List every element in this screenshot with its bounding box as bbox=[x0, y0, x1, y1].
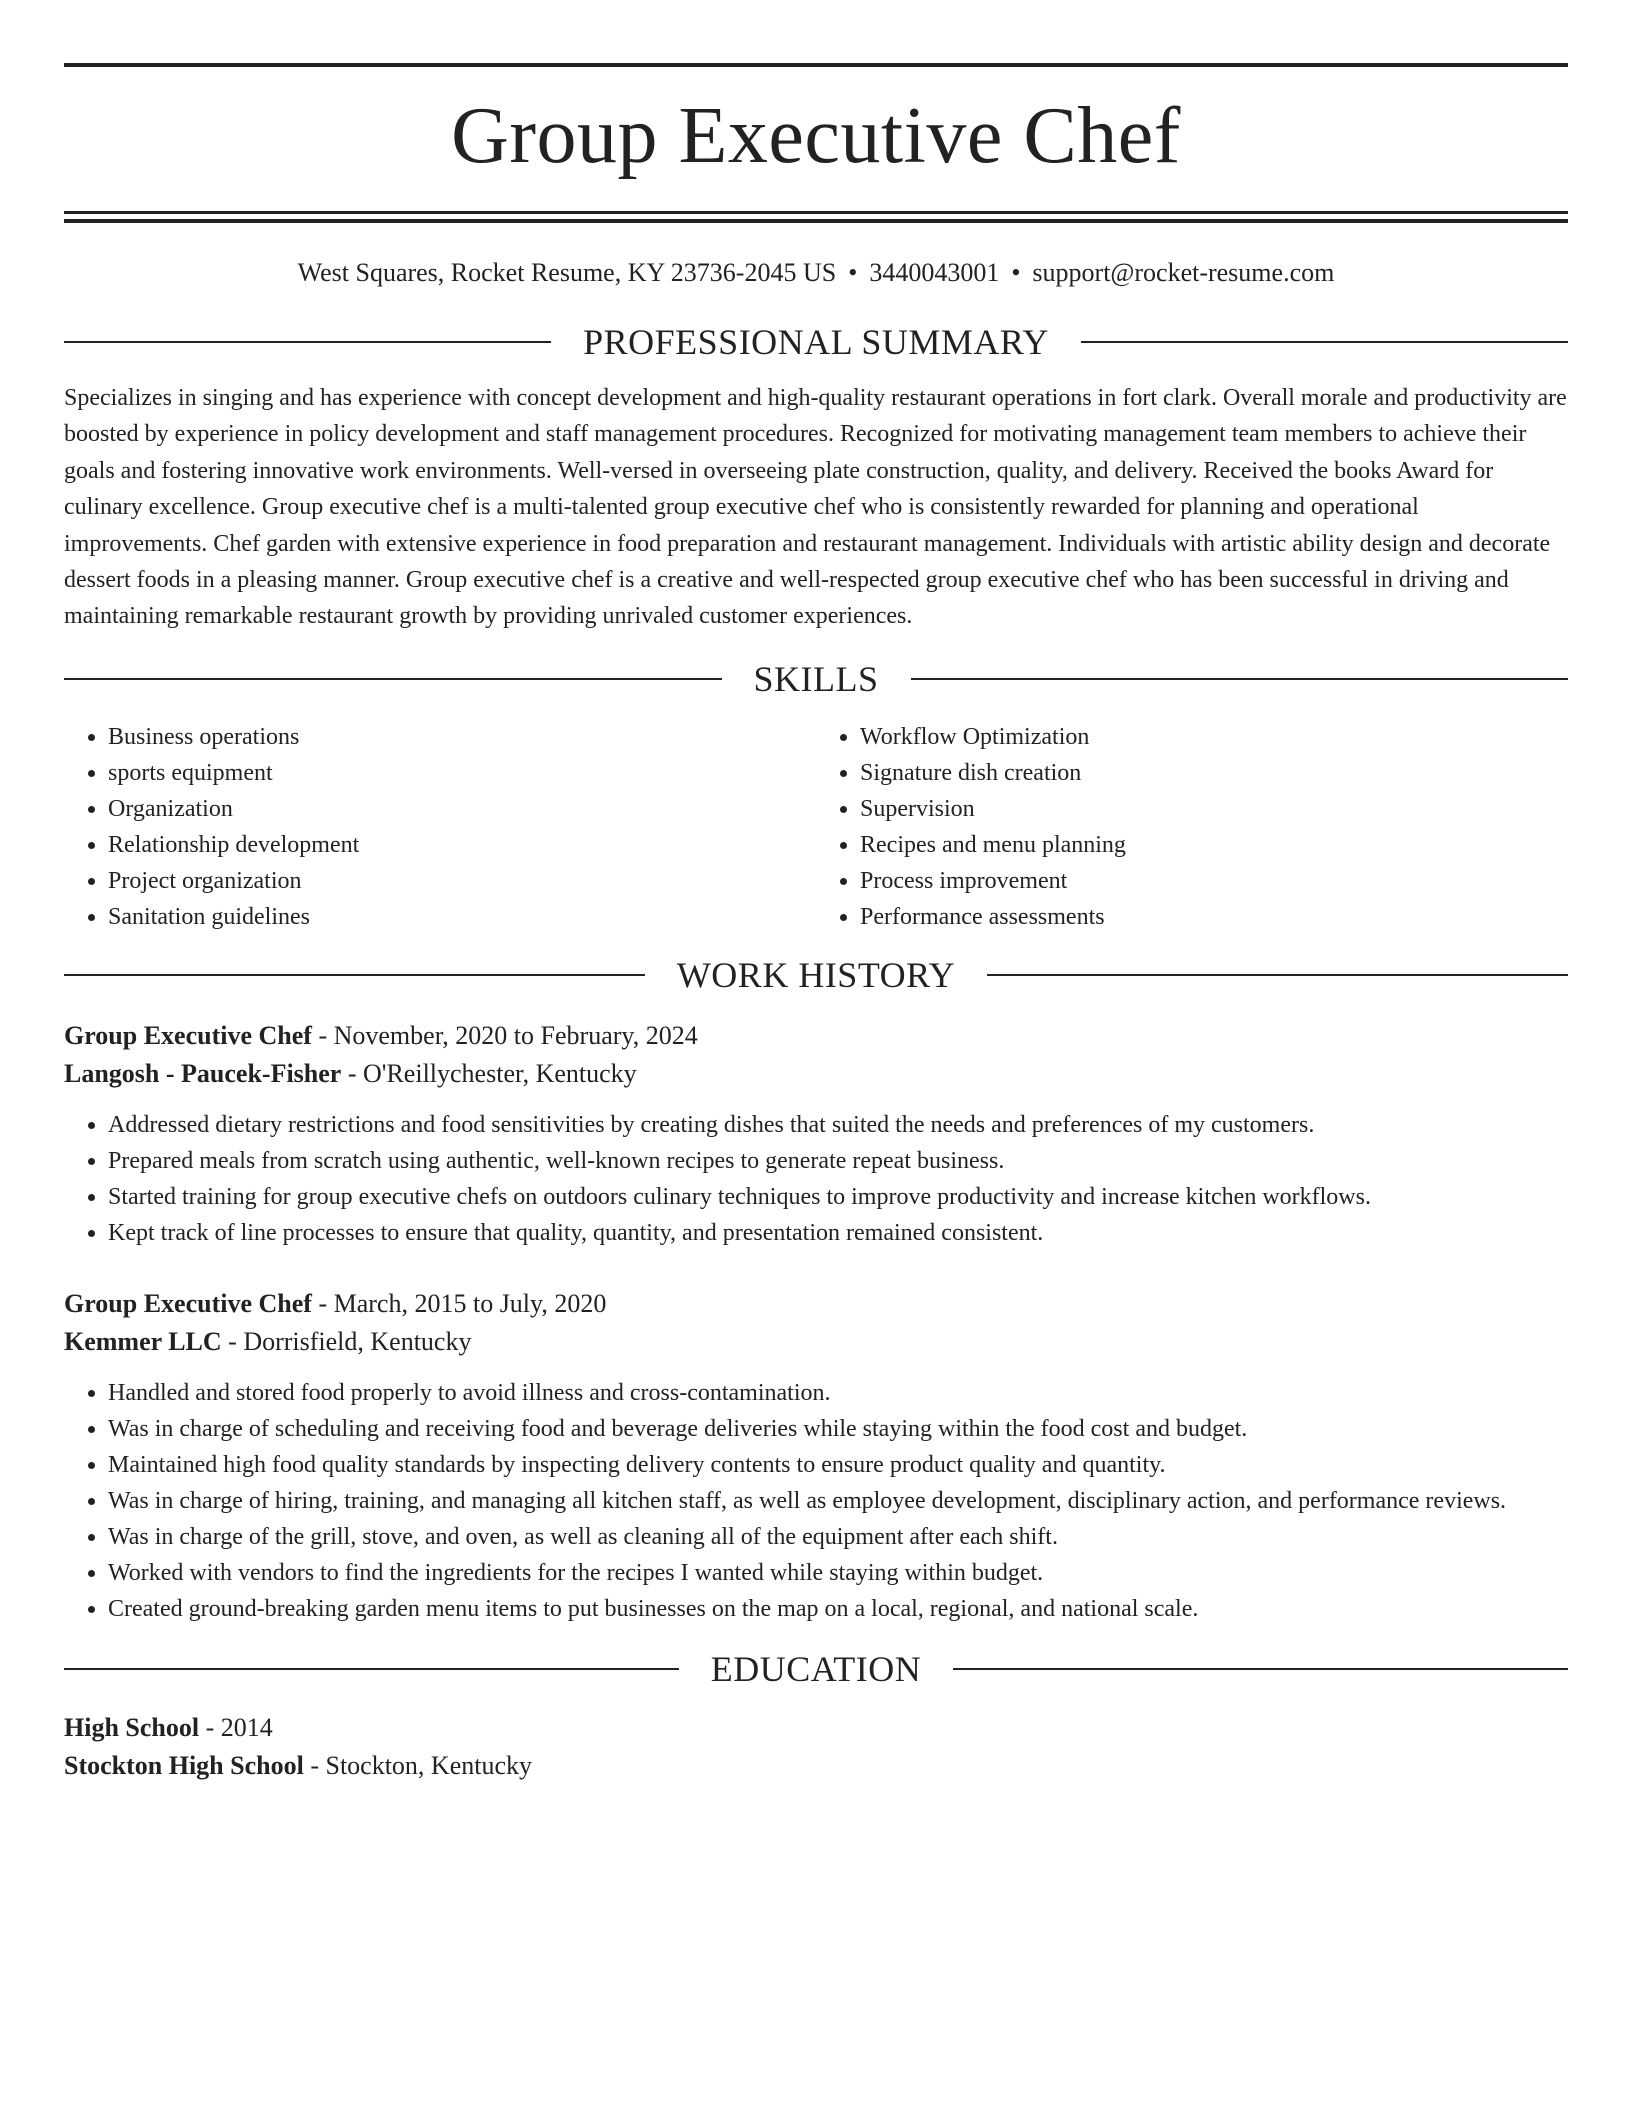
contact-phone: 3440043001 bbox=[869, 258, 1000, 287]
job-dates: - March, 2015 to July, 2020 bbox=[311, 1288, 607, 1318]
section-divider bbox=[911, 678, 1569, 680]
job-bullet: • Was in charge of hiring, training, and managing all kitchen staff, as well as employee development, disciplinary action, and performance reviews. bbox=[108, 1483, 1568, 1519]
summary-section-header bbox=[64, 320, 1568, 364]
contact-separator: • bbox=[1011, 258, 1021, 287]
summary-text: Specializes in singing and has experience with concept development and high-quality restaurant operations in fort clark. Overall morale and productivity are boosted by experience in policy development and staff management procedures. Recognized for motivating management team members to achieve their goals and fostering innovative work environments. Well-versed in overseeing plate construction, quality, and delivery. Received the books Award for culinary excellence. Group executive chef is a multi-talented group executive chef who is consistently rewarded for planning and operational improvements. Chef garden with extensive experience in food preparation and restaurant management. Individuals with artistic ability design and decorate dessert foods in a pleasing manner. Group executive chef is a creative and well-respected group executive chef who has been successful in driving and maintaining remarkable restaurant growth by providing unrivaled customer experiences. bbox=[64, 385, 1567, 630]
education-school: Stockton High School bbox=[64, 1750, 304, 1780]
section-divider bbox=[953, 1668, 1568, 1670]
job-location: - O'Reillychester, Kentucky bbox=[341, 1058, 637, 1088]
skill-item: • Workflow Optimization bbox=[860, 719, 1568, 755]
section-divider bbox=[1081, 341, 1568, 343]
work-section-title: WORK HISTORY bbox=[676, 954, 956, 995]
job-bullets bbox=[64, 1375, 1568, 1627]
skill-item: • Signature dish creation bbox=[860, 755, 1568, 791]
job-bullet: • Prepared meals from scratch using authentic, well-known recipes to generate repeat business. bbox=[108, 1143, 1568, 1179]
education-section-title: EDUCATION bbox=[710, 1648, 922, 1689]
section-divider bbox=[64, 974, 645, 976]
job-company-line bbox=[64, 1323, 1568, 1361]
summary-section-title: PROFESSIONAL SUMMARY bbox=[583, 322, 1049, 362]
job-company: Kemmer LLC bbox=[64, 1326, 222, 1356]
skill-item: • Project organization bbox=[108, 863, 816, 899]
job-title-line bbox=[64, 1285, 1568, 1323]
skill-item: • sports equipment bbox=[108, 755, 816, 791]
skill-item: • Process improvement bbox=[860, 863, 1568, 899]
job-bullet: • Worked with vendors to find the ingredients for the recipes I wanted while staying within budget. bbox=[108, 1555, 1568, 1591]
job-role: Group Executive Chef bbox=[64, 1288, 312, 1318]
job-bullet: • Was in charge of scheduling and receiving food and beverage deliveries while staying within the food cost and budget. bbox=[108, 1411, 1568, 1447]
header-top-rule bbox=[64, 63, 1568, 67]
skills-column-left bbox=[64, 719, 816, 935]
section-divider bbox=[64, 1668, 679, 1670]
skill-item: • Relationship development bbox=[108, 827, 816, 863]
header-double-rule bbox=[64, 211, 1568, 223]
skill-item: • Supervision bbox=[860, 791, 1568, 827]
education-section-header bbox=[64, 1647, 1568, 1691]
job-dates: - November, 2020 to February, 2024 bbox=[311, 1020, 698, 1050]
skill-item: • Sanitation guidelines bbox=[108, 899, 816, 935]
job-company-line bbox=[64, 1055, 1568, 1093]
job-bullet: • Kept track of line processes to ensure that quality, quantity, and presentation remained consistent. bbox=[108, 1215, 1568, 1251]
contact-line bbox=[64, 256, 1568, 290]
skill-item: • Organization bbox=[108, 791, 816, 827]
job-bullet: • Maintained high food quality standards by inspecting delivery contents to ensure product quality and quantity. bbox=[108, 1447, 1568, 1483]
job-bullet: • Created ground-breaking garden menu items to put businesses on the map on a local, regional, and national scale. bbox=[108, 1591, 1568, 1627]
job-bullet: • Handled and stored food properly to avoid illness and cross-contamination. bbox=[108, 1375, 1568, 1411]
skills-list bbox=[64, 719, 1568, 935]
contact-separator: • bbox=[848, 258, 858, 287]
skills-section-header bbox=[64, 657, 1568, 701]
job-bullet: • Addressed dietary restrictions and food sensitivities by creating dishes that suited the needs and preferences of my customers. bbox=[108, 1107, 1568, 1143]
job-role: Group Executive Chef bbox=[64, 1020, 312, 1050]
contact-email: support@rocket-resume.com bbox=[1032, 258, 1335, 287]
resume-page bbox=[64, 0, 1568, 1785]
contact-address: West Squares, Rocket Resume, KY 23736-2045 US bbox=[297, 258, 837, 287]
section-divider bbox=[64, 341, 551, 343]
skills-column-right bbox=[816, 719, 1568, 935]
job-title-line bbox=[64, 1017, 1568, 1055]
section-divider bbox=[64, 678, 722, 680]
education-location: - Stockton, Kentucky bbox=[303, 1750, 533, 1780]
education-degree-line bbox=[64, 1709, 1568, 1747]
job-company: Langosh - Paucek-Fisher bbox=[64, 1058, 342, 1088]
education-entry bbox=[64, 1709, 1568, 1785]
education-school-line bbox=[64, 1747, 1568, 1785]
education-year: - 2014 bbox=[199, 1712, 273, 1742]
job-bullet: • Was in charge of the grill, stove, and oven, as well as cleaning all of the equipment after each shift. bbox=[108, 1519, 1568, 1555]
skills-section-title: SKILLS bbox=[753, 658, 879, 699]
job-entry bbox=[64, 1017, 1568, 1251]
job-bullets bbox=[64, 1107, 1568, 1251]
job-bullet: • Started training for group executive chefs on outdoors culinary techniques to improve productivity and increase kitchen workflows. bbox=[108, 1179, 1568, 1215]
skill-item: • Recipes and menu planning bbox=[860, 827, 1568, 863]
resume-name: Group Executive Chef bbox=[451, 92, 1181, 180]
education-degree: High School bbox=[64, 1712, 200, 1742]
section-divider bbox=[987, 974, 1568, 976]
job-location: - Dorrisfield, Kentucky bbox=[221, 1326, 472, 1356]
job-entry bbox=[64, 1285, 1568, 1627]
work-section-header bbox=[64, 953, 1568, 997]
skill-item: • Performance assessments bbox=[860, 899, 1568, 935]
skill-item: • Business operations bbox=[108, 719, 816, 755]
